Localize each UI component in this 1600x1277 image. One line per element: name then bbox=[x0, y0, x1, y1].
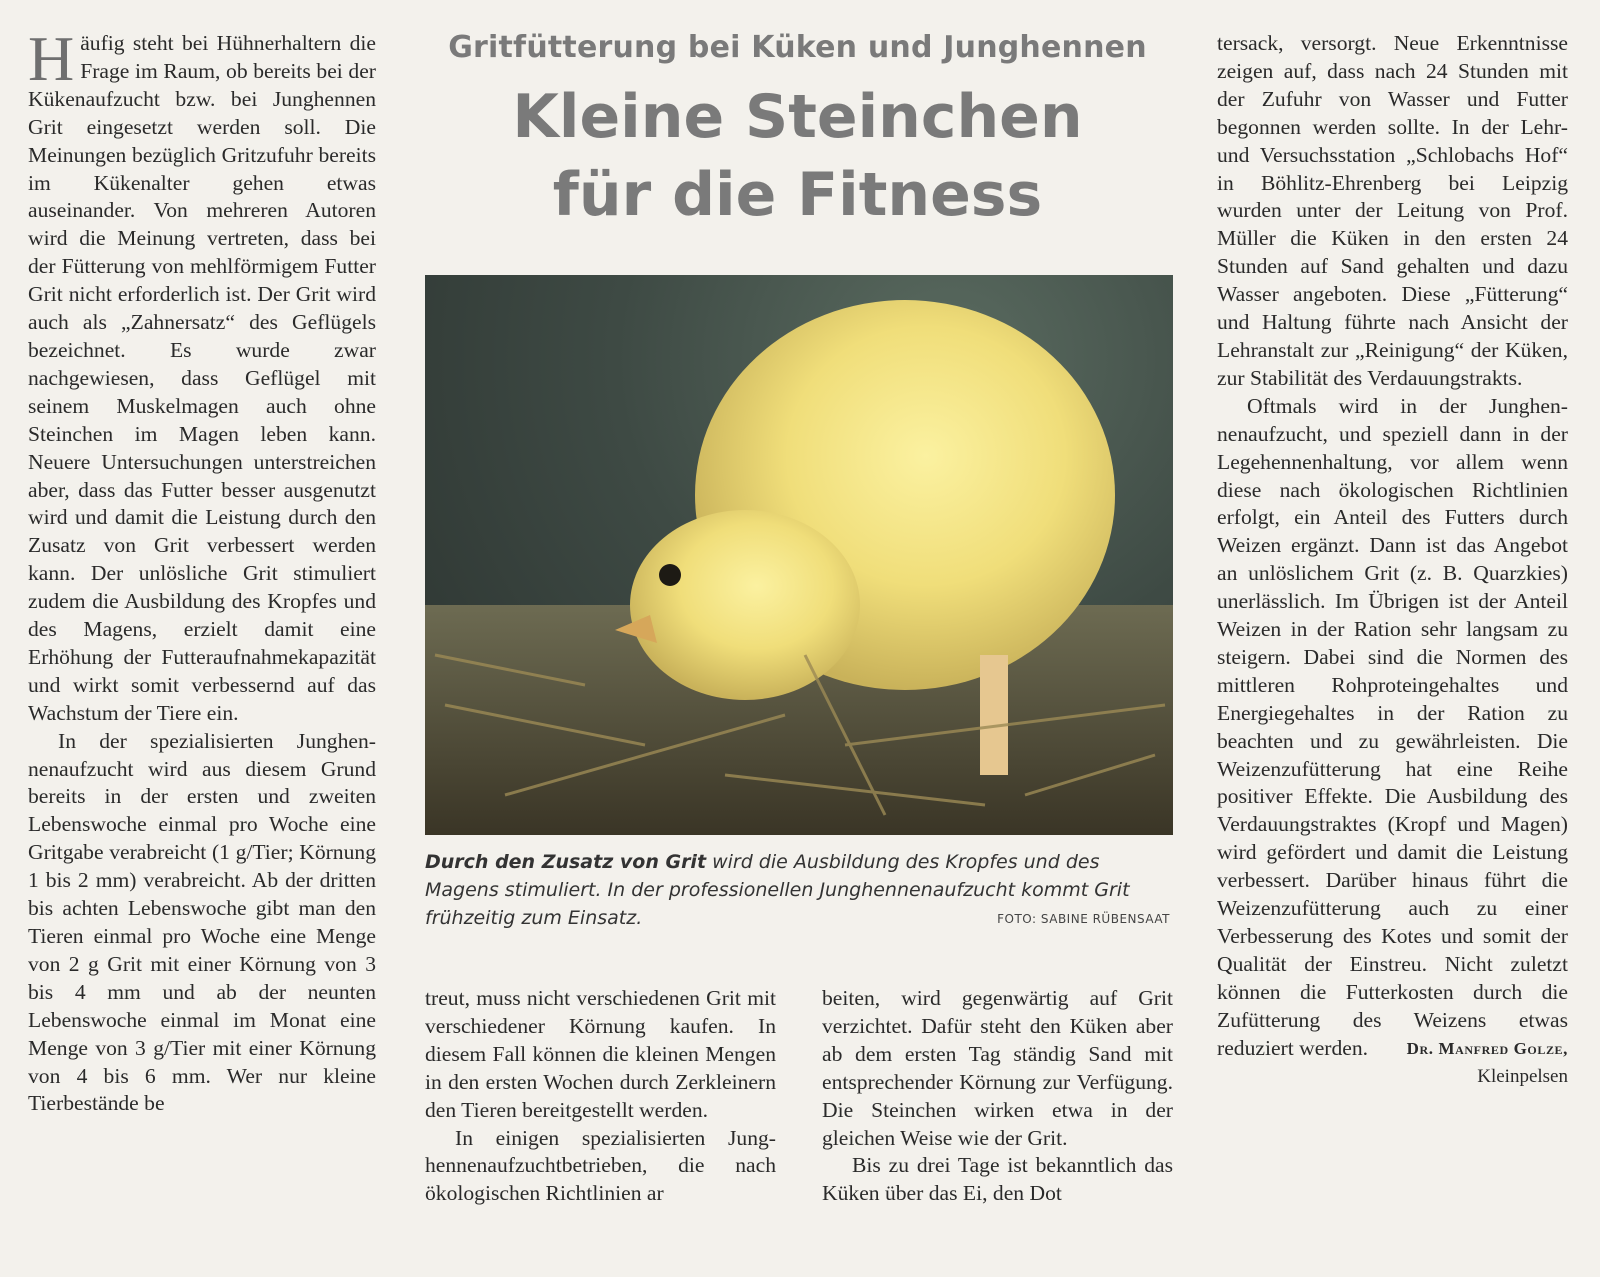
column-1 bbox=[28, 23, 376, 1118]
paragraph-intro bbox=[28, 23, 376, 728]
paragraph-intro-text: äufig steht bei Hühnerhaltern die Frage im Raum, ob bereits bei der Kükenaufzucht bzw. bei Junghennen Grit eingesetzt werden soll. Die Meinungen bezüglich Gritzufuhr bereits im Kükenalter gehen etwas auseinander. Von mehreren Autoren wird die Meinung vertreten, dass bei der Fütterung von mehlförmigem Futter Grit nicht erforderlich ist. Der Grit wird auch als „Zahnersatz“ des Geflügels bezeichnet. Es wurde zwar nachgewiesen, dass Geflügel mit seinem Muskelmagen auch ohne Steinchen im Magen leben kann. Neuere Untersuchungen unterstreichen aber, dass das Futter besser ausgenutzt wird und damit die Leistung durch den Zusatz von Grit verbessert werden kann. Der unlösliche Grit stimuliert zudem die Ausbildung des Kropfes und des Magens, erzielt damit eine Erhöhung der Futteraufnahmekapazität und wirkt somit verbessernd auf das Wachstum der Tiere ein. bbox=[28, 31, 376, 725]
paragraph: Bis zu drei Tage ist bekanntlich das Küken über das Ei, den Dot bbox=[822, 1153, 1173, 1206]
column-2 bbox=[425, 985, 776, 1208]
paragraph: treut, muss nicht verschiedenen Grit mit verschiedener Körnung kaufen. In diesem Fall können die kleinen Mengen in den ersten Wochen durch Zerkleinern den Tieren bereitgestellt werden. bbox=[425, 986, 776, 1122]
paragraph: In der spezialisierten Junghennenaufzucht wird aus diesem Grund bereits in der ersten und zweiten Lebenswoche einmal pro Woche eine Gritgabe verabreicht (1 g/Tier; Körnung 1 bis 2 mm) verabreicht. Ab der dritten bis achten Lebenswoche gibt man den Tieren einmal pro Woche eine Menge von 2 g Grit mit einer Körnung von 3 bis 4 mm und ab der neunten Lebenswoche einmal im Monat eine Menge von 3 g/Tier mit einer Körnung von 4 bis 6 mm. Wer nur kleine Tierbestände be bbox=[28, 728, 376, 1116]
photo-caption-bold: Durch den Zusatz von Grit bbox=[425, 851, 707, 873]
paragraph-final bbox=[1217, 393, 1568, 1063]
column-3 bbox=[822, 985, 1173, 1208]
headline-line-1: Kleine Steinchen bbox=[512, 82, 1083, 152]
paragraph: tersack, versorgt. Neue Erkenntnisse zeigen auf, dass nach 24 Stunden mit der Zufuhr von Wasser und Futter begonnen werden sollte. In der Lehr- und Versuchsstation „Schlobachs Hof“ in Böhlitz-Ehrenberg bei Leipzig wurden unter der Leitung von Prof. Müller die Küken in den ersten 24 Stunden auf Sand gehalten und dazu Wasser angeboten. Diese „Fütterung“ und Haltung führte nach Ansicht der Lehranstalt zur „Reinigung“ der Küken, zur Stabilität des Verdauungstrakts. bbox=[1217, 31, 1568, 390]
column-4 bbox=[1217, 30, 1568, 1090]
paragraph: In einigen spezialisierten Junghennenaufzuchtbetrieben, die nach ökologischen Richtlinien ar bbox=[425, 1125, 776, 1206]
photo-caption-text: wird die Ausbildung des Kropfes und des Magens stimuliert. In der professionellen Junghennenaufzucht kommt Grit frühzeitig zum Einsatz. bbox=[425, 851, 1130, 929]
photo-credit: FOTO: SABINE RÜBENSAAT bbox=[997, 912, 1170, 926]
paragraph-final-text: Oftmals wird in der Junghennenaufzucht, und speziell dann in der Legehennenhaltung, vor allem wenn diese nach ökologischen Richtlinien erfolgt, ein Anteil des Futters durch Weizen ergänzt. Dann ist das Angebot an unlöslichem Grit (z. B. Quarzkies) unerlässlich. Im Übrigen ist der Anteil Weizen in der Ration sehr langsam zu steigern. Dabei sind die Normen des mittleren Rohproteingehaltes und Energiegehaltes in der Ration zu beachten und zu gewährleisten. Die Weizenzufütterung hat eine Reihe positiver Effekte. Die Ausbildung des Verdauungstraktes (Kropf und Magen) wird gefördert und damit die Leistung verbessert. Darüber hinaus führt die Weizenzufütterung auch zu einer Verbesserung des Kotes und somit der Qualität der Einstreu. Nicht zuletzt können die Futterkosten durch die Zufütterung des Weizens etwas reduziert werden. bbox=[1217, 393, 1568, 1060]
chick-illustration bbox=[425, 275, 1173, 835]
chick-photo bbox=[425, 275, 1173, 835]
author-name: Dr. Manfred Golze, bbox=[1406, 1038, 1568, 1058]
headline-line-2: für die Fitness bbox=[552, 160, 1043, 230]
drop-cap: H bbox=[28, 23, 75, 94]
article-headline bbox=[425, 78, 1170, 234]
article-kicker: Gritfütterung bei Küken und Junghennen bbox=[448, 30, 1147, 65]
paragraph: beiten, wird gegenwärtig auf Grit verzichtet. Dafür steht den Küken aber ab dem ersten Tag ständig Sand mit entsprechender Körnung zur Verfügung. Die Steinchen wirken etwa in der gleichen Weise wie der Grit. bbox=[822, 986, 1173, 1150]
author-location: Kleinpelsen bbox=[1477, 1065, 1568, 1087]
